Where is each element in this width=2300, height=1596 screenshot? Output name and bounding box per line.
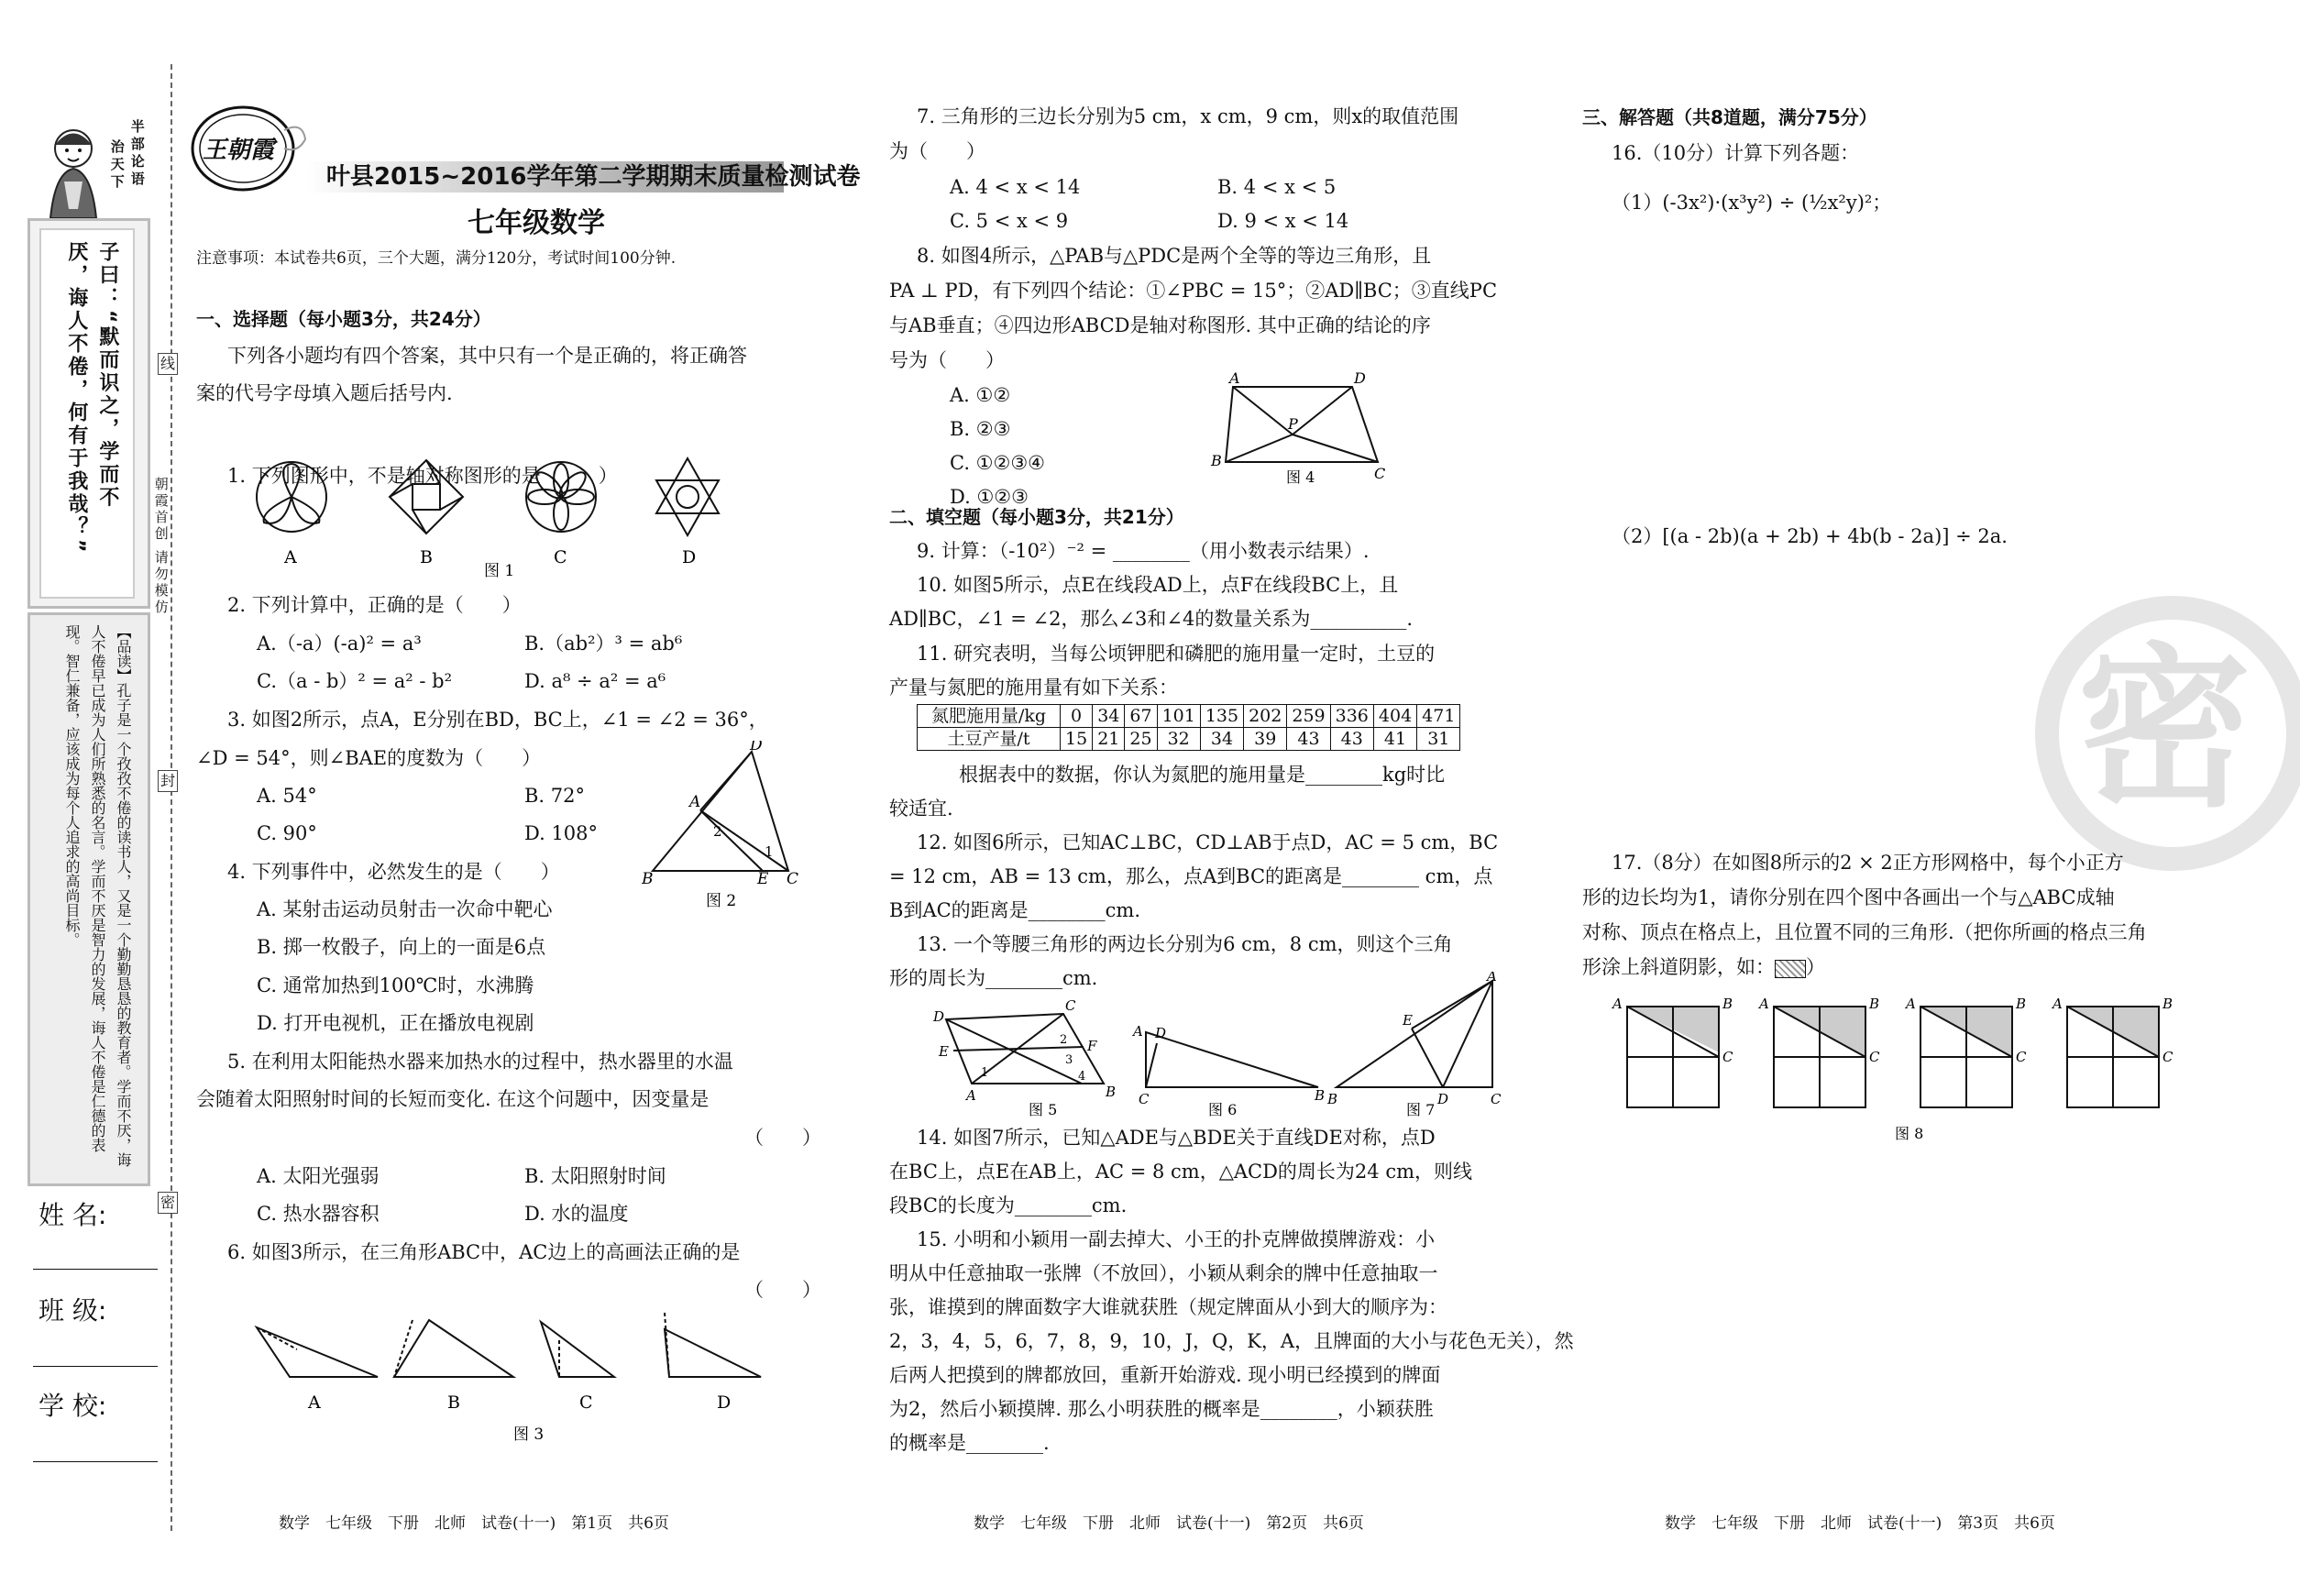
question-16-part-1: （1）(-3x²)·(x³y²) ÷ (½x²y)²； [1612, 192, 1892, 214]
q5-option-b: B. 太阳照射时间 [524, 1165, 666, 1187]
question-16-part-2: （2）[(a - 2b)(a + 2b) + 4b(b - 2a)] ÷ 2a. [1612, 525, 2008, 547]
question-3-line-1: 3. 如图2所示，点A，E分别在BD，BC上，∠1 = ∠2 = 36°， [227, 709, 768, 731]
question-1: 1. 下列图形中，不是轴对称图形的是（ ） [227, 465, 618, 487]
q2-option-d: D. a⁸ ÷ a² = a⁶ [524, 670, 666, 692]
school-field[interactable] [33, 1461, 158, 1462]
seal-label-xian: 线 [158, 353, 178, 375]
q8-option-c: C. ①②③④ [950, 452, 1045, 474]
svg-text:E: E [1403, 1012, 1413, 1029]
question-5-paren: （ ） [744, 1127, 821, 1149]
sidebar-motto-1: 半部论语 [128, 119, 146, 189]
section2-title: 二、填空题（每小题3分，共21分） [889, 506, 1184, 528]
question-10-line-2: AD∥BC，∠1 = ∠2，那么∠3和∠4的数量关系为__________. [889, 608, 1414, 630]
svg-text:A: A [1759, 996, 1769, 1012]
question-13-line-2: 形的周长为________cm. [889, 967, 1098, 989]
svg-text:3: 3 [1065, 1053, 1073, 1067]
footer-page-3: 数学 七年级 下册 北师 试卷(十一) 第3页 共6页 [1665, 1514, 2055, 1533]
svg-text:B: B [2162, 996, 2173, 1012]
question-7-line-1: 7. 三角形的三边长分别为5 cm，x cm，9 cm，则x的取值范围 [917, 105, 1459, 127]
fig7-caption: 图 7 [1406, 1101, 1436, 1118]
seal-label-mi: 密 [158, 1192, 178, 1214]
fig8-caption: 图 8 [1895, 1125, 1924, 1142]
question-6-paren: （ ） [744, 1279, 821, 1301]
confucius-figure [37, 117, 110, 220]
question-12-line-3: B到AC的距离是________cm. [889, 899, 1141, 921]
question-15-line-2: 明从中任意抽取一张牌（不放回），小颖从剩余的牌中任意抽取一 [889, 1262, 1438, 1284]
svg-text:B: B [1315, 1087, 1326, 1104]
svg-text:C: C [1065, 997, 1076, 1014]
fig2-label-d: D [750, 741, 763, 754]
question-14-line-1: 14. 如图7所示，已知△ADE与△BDE关于直线DE对称，点D [917, 1127, 1436, 1149]
svg-text:B: B [1106, 1084, 1117, 1100]
svg-text:A: A [2052, 996, 2063, 1012]
figures-5-6-7 [926, 972, 1513, 1118]
grid-4 [2051, 996, 2173, 1107]
figure-1 [248, 457, 743, 594]
svg-text:A: A [1612, 996, 1623, 1012]
svg-text:A: A [1906, 996, 1916, 1012]
table-head-nitrogen: 氮肥施用量/kg [918, 705, 1061, 728]
q5-option-c: C. 热水器容积 [257, 1203, 380, 1225]
question-10-line-1: 10. 如图5所示，点E在线段AD上，点F在线段BC上，且 [917, 574, 1399, 596]
question-7-line-2: 为（ ） [889, 140, 985, 162]
sidebar-motto-2: 治天下 [108, 139, 126, 192]
question-12-line-2: = 12 cm，AB = 13 cm，那么，点A到BC的距离是________ cm，点 [889, 865, 1493, 887]
question-11-line-2: 产量与氮肥的施用量有如下关系： [889, 677, 1178, 699]
figure-3 [238, 1302, 788, 1448]
q4-option-a: A. 某射击运动员射击一次命中靶心 [257, 898, 553, 920]
question-8-line-4: 号为（ ） [889, 349, 1005, 371]
school-label: 学 校: [39, 1391, 107, 1421]
question-15-line-3: 张，谁摸到的牌面数字大谁就获胜（规定牌面从小到大的顺序为： [889, 1296, 1447, 1318]
hatched-example [1775, 960, 1806, 978]
footer-page-1: 数学 七年级 下册 北师 试卷(十一) 第1页 共6页 [279, 1514, 669, 1533]
logo-text: 王朝霞 [203, 137, 275, 164]
q7-option-d: D. 9 < x < 14 [1217, 210, 1349, 232]
fig2-label-2: 2 [713, 823, 722, 840]
fig3-label-d: D [717, 1392, 732, 1413]
fig5-caption: 图 5 [1029, 1101, 1058, 1118]
question-15-line-1: 15. 小明和小颖用一副去掉大、小王的扑克牌做摸牌游戏：小 [917, 1228, 1436, 1250]
q8-option-b: B. ②③ [950, 418, 1011, 440]
q7-option-c: C. 5 < x < 9 [950, 210, 1069, 232]
svg-text:C: C [1869, 1049, 1880, 1065]
question-8-line-3: 与AB垂直；④四边形ABCD是轴对称图形. 其中正确的结论的序 [889, 314, 1431, 336]
watermark-text: 密 [2077, 628, 2252, 831]
fig2-label-b: B [642, 870, 654, 888]
q5-option-a: A. 太阳光强弱 [257, 1165, 380, 1187]
fig3-label-a: A [308, 1392, 321, 1413]
question-15-line-6: 为2，然后小颖摸牌. 那么小明获胜的概率是________，小颖获胜 [889, 1398, 1434, 1420]
svg-text:D: D [1354, 370, 1366, 387]
q2-option-c: C.（a - b）² = a² - b² [257, 670, 453, 692]
svg-text:C: C [1139, 1091, 1150, 1107]
svg-text:F: F [1087, 1038, 1097, 1054]
fig6-caption: 图 6 [1208, 1101, 1238, 1118]
svg-text:4: 4 [1078, 1070, 1086, 1084]
svg-text:B: B [1211, 452, 1222, 469]
svg-text:P: P [1288, 415, 1298, 433]
question-15-line-7: 的概率是________. [889, 1432, 1050, 1454]
figure-8 [1609, 990, 2214, 1155]
subject-title: 七年级数学 [468, 207, 605, 239]
sidebar [28, 108, 147, 1172]
svg-text:B: B [1327, 1091, 1338, 1107]
fertilizer-table [917, 704, 1460, 751]
svg-text:2: 2 [1060, 1033, 1068, 1047]
fig2-caption: 图 2 [706, 892, 737, 910]
question-15-line-5: 后两人把摸到的牌都放回，重新开始游戏. 现小明已经摸到的牌面 [889, 1364, 1441, 1386]
q3-option-a: A. 54° [257, 785, 317, 807]
svg-text:A: A [1133, 1023, 1143, 1040]
fig3-label-c: C [579, 1392, 593, 1413]
question-17-line-4-text: 形涂上斜道阴影，如： [1582, 956, 1775, 978]
section1-intro-1: 下列各小题均有四个答案，其中只有一个是正确的，将正确答 [227, 345, 747, 367]
table-row: 土豆产量/t 15 21 25 32 34 39 43 43 41 31 [918, 728, 1460, 751]
question-11-line-3: 根据表中的数据，你认为氮肥的施用量是________kg时比 [959, 764, 1446, 786]
side-note: 朝霞首创 请勿模仿 [152, 477, 170, 616]
q7-option-b: B. 4 < x < 5 [1217, 176, 1337, 198]
fig1-shape-a [257, 462, 326, 532]
question-8-line-1: 8. 如图4所示，△PAB与△PDC是两个全等的等边三角形，且 [917, 245, 1432, 267]
section1-intro-2: 案的代号字母填入题后括号内. [196, 382, 453, 404]
question-2: 2. 下列计算中，正确的是（ ） [227, 594, 522, 616]
svg-text:C: C [1374, 465, 1386, 482]
svg-text:A: A [1487, 972, 1497, 985]
svg-text:A: A [966, 1087, 976, 1104]
svg-text:C: C [2016, 1049, 2027, 1065]
table-row: 氮肥施用量/kg 0 34 67 101 135 202 259 336 404 471 [918, 705, 1460, 728]
svg-text:B: B [1722, 996, 1733, 1012]
question-6: 6. 如图3所示，在三角形ABC中，AC边上的高画法正确的是 [227, 1241, 741, 1263]
svg-text:D: D [1155, 1025, 1167, 1041]
fig1-shape-c [526, 462, 596, 532]
question-15-line-4: 2，3，4，5，6，7，8，9，10，J，Q，K，A，且牌面的大小与花色无关），然 [889, 1330, 1574, 1352]
section3-title: 三、解答题（共8道题，满分75分） [1582, 106, 1877, 128]
svg-text:C: C [2162, 1049, 2173, 1065]
question-9: 9. 计算：（-10²）⁻² = ________（用小数表示结果）. [917, 540, 1370, 562]
question-14-line-2: 在BC上，点E在AB上，AC = 8 cm，△ACD的周长为24 cm，则线 [889, 1161, 1472, 1183]
q2-option-a: A.（-a）(-a)² = a³ [257, 633, 422, 655]
fig4-caption: 图 4 [1286, 468, 1315, 486]
question-14-line-3: 段BC的长度为________cm. [889, 1194, 1128, 1216]
fig1-label-b: B [420, 547, 433, 567]
question-17-line-3: 对称、顶点在格点上，且位置不同的三角形.（把你所画的格点三角 [1582, 921, 2147, 943]
question-17-line-2: 形的边长均为1，请你分别在四个图中各画出一个与△ABC成轴 [1582, 886, 2115, 908]
reading-box [28, 612, 150, 1186]
q8-option-d: D. ①②③ [950, 486, 1029, 508]
class-label: 班 级: [39, 1295, 107, 1326]
question-11-line-1: 11. 研究表明，当每公顷钾肥和磷肥的施用量一定时，土豆的 [917, 643, 1436, 665]
q5-option-d: D. 水的温度 [524, 1203, 629, 1225]
fig3-label-b: B [447, 1392, 460, 1413]
table-head-yield: 土豆产量/t [918, 728, 1061, 751]
question-5-line-2: 会随着太阳照射时间的长短而变化. 在这个问题中，因变量是 [196, 1088, 710, 1110]
name-field[interactable] [33, 1269, 158, 1270]
seal-label-feng: 封 [158, 770, 178, 792]
q7-option-a: A. 4 < x < 14 [950, 176, 1081, 198]
exam-notice: 注意事项：本试卷共6页，三个大题，满分120分，考试时间100分钟. [196, 249, 677, 268]
svg-text:1: 1 [981, 1066, 989, 1080]
grid-1 [1611, 996, 1733, 1107]
grid-3 [1904, 996, 2027, 1107]
svg-text:A: A [1229, 370, 1240, 387]
q4-option-c: C. 通常加热到100℃时，水沸腾 [257, 974, 534, 996]
name-label: 姓 名: [39, 1200, 107, 1230]
fig1-caption: 图 1 [484, 562, 515, 580]
fig1-label-c: C [554, 547, 567, 567]
grid-2 [1757, 996, 1880, 1107]
fig1-shape-b [390, 460, 463, 534]
question-12-line-1: 12. 如图6所示，已知AC⊥BC，CD⊥AB于点D，AC = 5 cm，BC [917, 831, 1499, 853]
fig2-label-1: 1 [765, 843, 774, 860]
exam-title: 叶县2015~2016学年第二学期期末质量检测试卷 [326, 163, 861, 191]
footer-page-2: 数学 七年级 下册 北师 试卷(十一) 第2页 共6页 [974, 1514, 1364, 1533]
fig2-label-e: E [757, 870, 769, 888]
figure-2 [642, 741, 807, 915]
question-13-line-1: 13. 一个等腰三角形的两边长分别为6 cm，8 cm，则这个三角 [917, 933, 1453, 955]
quote-box [28, 218, 150, 609]
fig2-label-a: A [689, 793, 701, 811]
quote-line-1: 子曰：“默而识之，学而不 [95, 241, 119, 510]
reading-line-3: 现。智仁兼备，应该成为每个人追求的高尚目标。 [63, 624, 81, 947]
watermark-seal [2035, 596, 2300, 871]
q4-option-b: B. 掷一枚骰子，向上的一面是6点 [257, 936, 546, 958]
q3-option-b: B. 72° [524, 785, 586, 807]
question-5-line-1: 5. 在利用太阳能热水器来加热水的过程中，热水器里的水温 [227, 1051, 733, 1073]
question-4: 4. 下列事件中，必然发生的是（ ） [227, 861, 560, 883]
binding-line [171, 64, 172, 1531]
fig2-label-c: C [787, 870, 799, 888]
figure-4 [1205, 370, 1407, 490]
fig3-caption: 图 3 [513, 1425, 545, 1444]
section1-title: 一、选择题（每小题3分，共24分） [196, 308, 491, 330]
logo [188, 103, 307, 194]
reading-line-2: 人不倦早已成为人们所熟悉的名言。学而不厌是智力的发展，诲人不倦是仁德的表 [89, 624, 106, 1152]
question-3-line-2: ∠D = 54°，则∠BAE的度数为（ ） [196, 747, 542, 769]
q3-option-d: D. 108° [524, 822, 599, 844]
svg-text:B: B [1869, 996, 1880, 1012]
fig1-label-a: A [284, 547, 297, 567]
svg-text:E: E [939, 1043, 949, 1060]
svg-text:B: B [2016, 996, 2027, 1012]
question-17-line-4 [1582, 953, 1825, 981]
question-17-line-4-end: ） [1806, 956, 1825, 978]
q2-option-b: B.（ab²）³ = ab⁶ [524, 633, 683, 655]
fig1-label-d: D [682, 547, 697, 567]
fig1-shape-d [656, 458, 719, 535]
svg-text:D: D [933, 1008, 945, 1025]
reading-line-1: 【品读】孔子是一个孜孜不倦的读书人，又是一个勤勤恳恳的教育者。学而不厌，诲 [115, 624, 132, 1167]
question-17-line-1: 17.（8分）在如图8所示的2 × 2正方形网格中，每个小正方 [1612, 852, 2124, 874]
quote-line-2: 厌，诲人不倦，何有于我哉？” [64, 241, 88, 556]
class-field[interactable] [33, 1366, 158, 1367]
question-16: 16.（10分）计算下列各题： [1612, 142, 1860, 164]
question-11-line-4: 较适宜. [889, 798, 953, 820]
q8-option-a: A. ①② [950, 384, 1011, 406]
q4-option-d: D. 打开电视机，正在播放电视剧 [257, 1012, 534, 1034]
svg-text:C: C [1722, 1049, 1733, 1065]
svg-text:C: C [1491, 1091, 1502, 1107]
question-8-line-2: PA ⊥ PD，有下列四个结论：①∠PBC = 15°；②AD∥BC；③直线PC [889, 280, 1498, 302]
q3-option-c: C. 90° [257, 822, 317, 844]
svg-text:D: D [1437, 1091, 1449, 1107]
